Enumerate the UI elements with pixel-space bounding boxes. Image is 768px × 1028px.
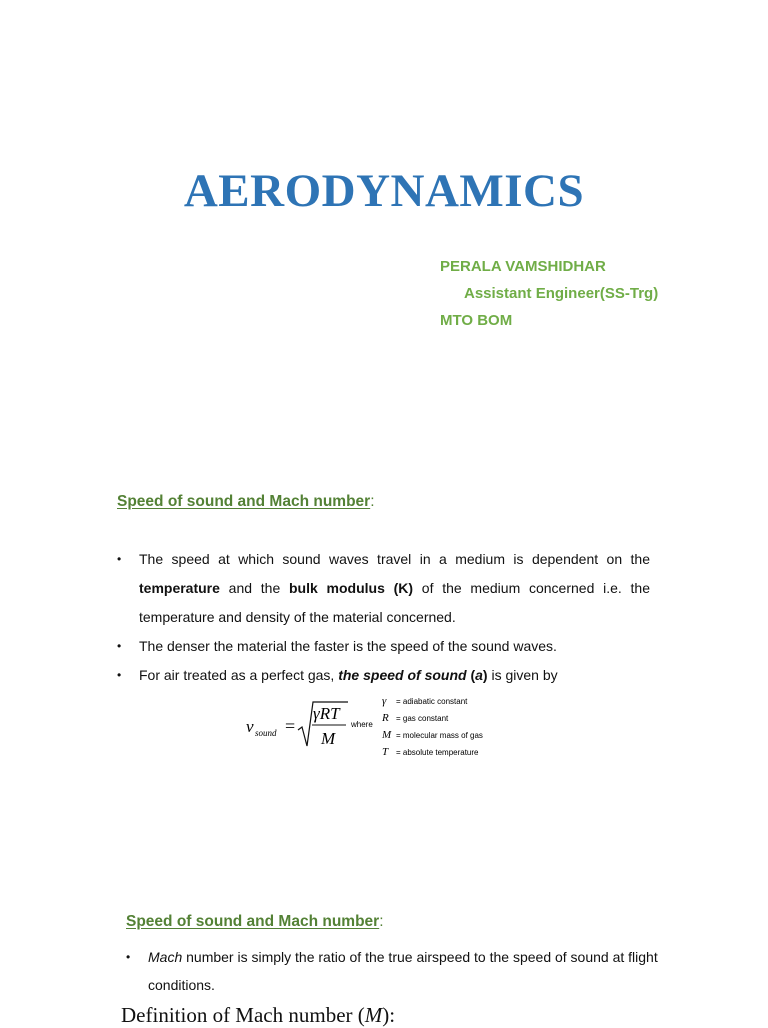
list-item [117,632,650,661]
formula-lhs-subscript: sound [255,728,277,738]
paren-close: ) [482,667,488,683]
formula-equals: = [285,716,296,736]
legend-symbol: M [382,729,392,741]
legend-description: = molecular mass of gas [396,731,483,740]
legend-description: = adiabatic constant [396,697,468,706]
bold-italic-term: the speed of sound [338,667,467,683]
bullet-text: The speed at which sound waves travel in a medium is dependent on the [139,551,650,567]
bullet-text: is given by [491,667,558,683]
list-item [126,943,666,999]
legend-symbol: T [382,746,389,758]
heading-colon: : [370,493,375,510]
bullet-list-mach-number [126,943,666,999]
bullet-list-speed-of-sound [117,545,650,690]
legend-symbol: R [382,712,389,724]
paren-open: ( [470,667,476,683]
section-heading-speed-of-sound [117,493,375,511]
author-name: PERALA VAMSHIDHAR [440,258,606,275]
author-location: MTO BOM [440,312,513,329]
formula-where: where [351,720,373,729]
legend-description: = absolute temperature [396,748,479,757]
section-heading-text: Speed of sound and Mach number [117,493,371,510]
speed-symbol: a [475,667,483,683]
bullet-text: For air treated as a perfect gas, [139,667,335,683]
formula-lhs: v [246,717,254,736]
legend-description: = gas constant [396,714,449,723]
author-designation: Assistant Engineer(SS-Trg) [464,285,659,302]
list-item [117,545,650,632]
mach-number-definition [121,1003,395,1028]
section-heading-mach-number [126,913,384,931]
definition-symbol: M [364,1003,383,1027]
heading-colon: : [379,913,384,930]
bold-term-temperature: temperature [139,580,220,596]
legend-symbol: γ [382,695,387,707]
italic-term-mach: Mach [148,949,183,965]
page-title: AERODYNAMICS [183,165,585,217]
bullet-icon: • [117,639,122,653]
formula-denominator: M [321,729,336,748]
list-item [117,661,650,690]
bullet-icon: • [117,552,122,566]
bullet-icon: • [126,950,131,964]
definition-text: Definition of Mach number ( [121,1003,365,1027]
bullet-text: number is simply the ratio of the true airspeed to the speed of sound at flight conditions. [148,949,658,993]
bullet-icon: • [117,668,122,682]
definition-text-end: ): [382,1003,396,1027]
bold-term-bulk-modulus: bulk modulus (K) [289,580,414,596]
bullet-text: and the [228,580,281,596]
speed-of-sound-formula [246,694,506,764]
bullet-text: The denser the material the faster is the speed of the sound waves. [139,638,557,654]
formula-legend [381,695,483,758]
formula-numerator: γRT [313,704,340,723]
bullet-text: of the medium concerned i.e. the temperature and density of the material concerned. [139,580,650,625]
section-heading-text: Speed of sound and Mach number [126,913,380,930]
